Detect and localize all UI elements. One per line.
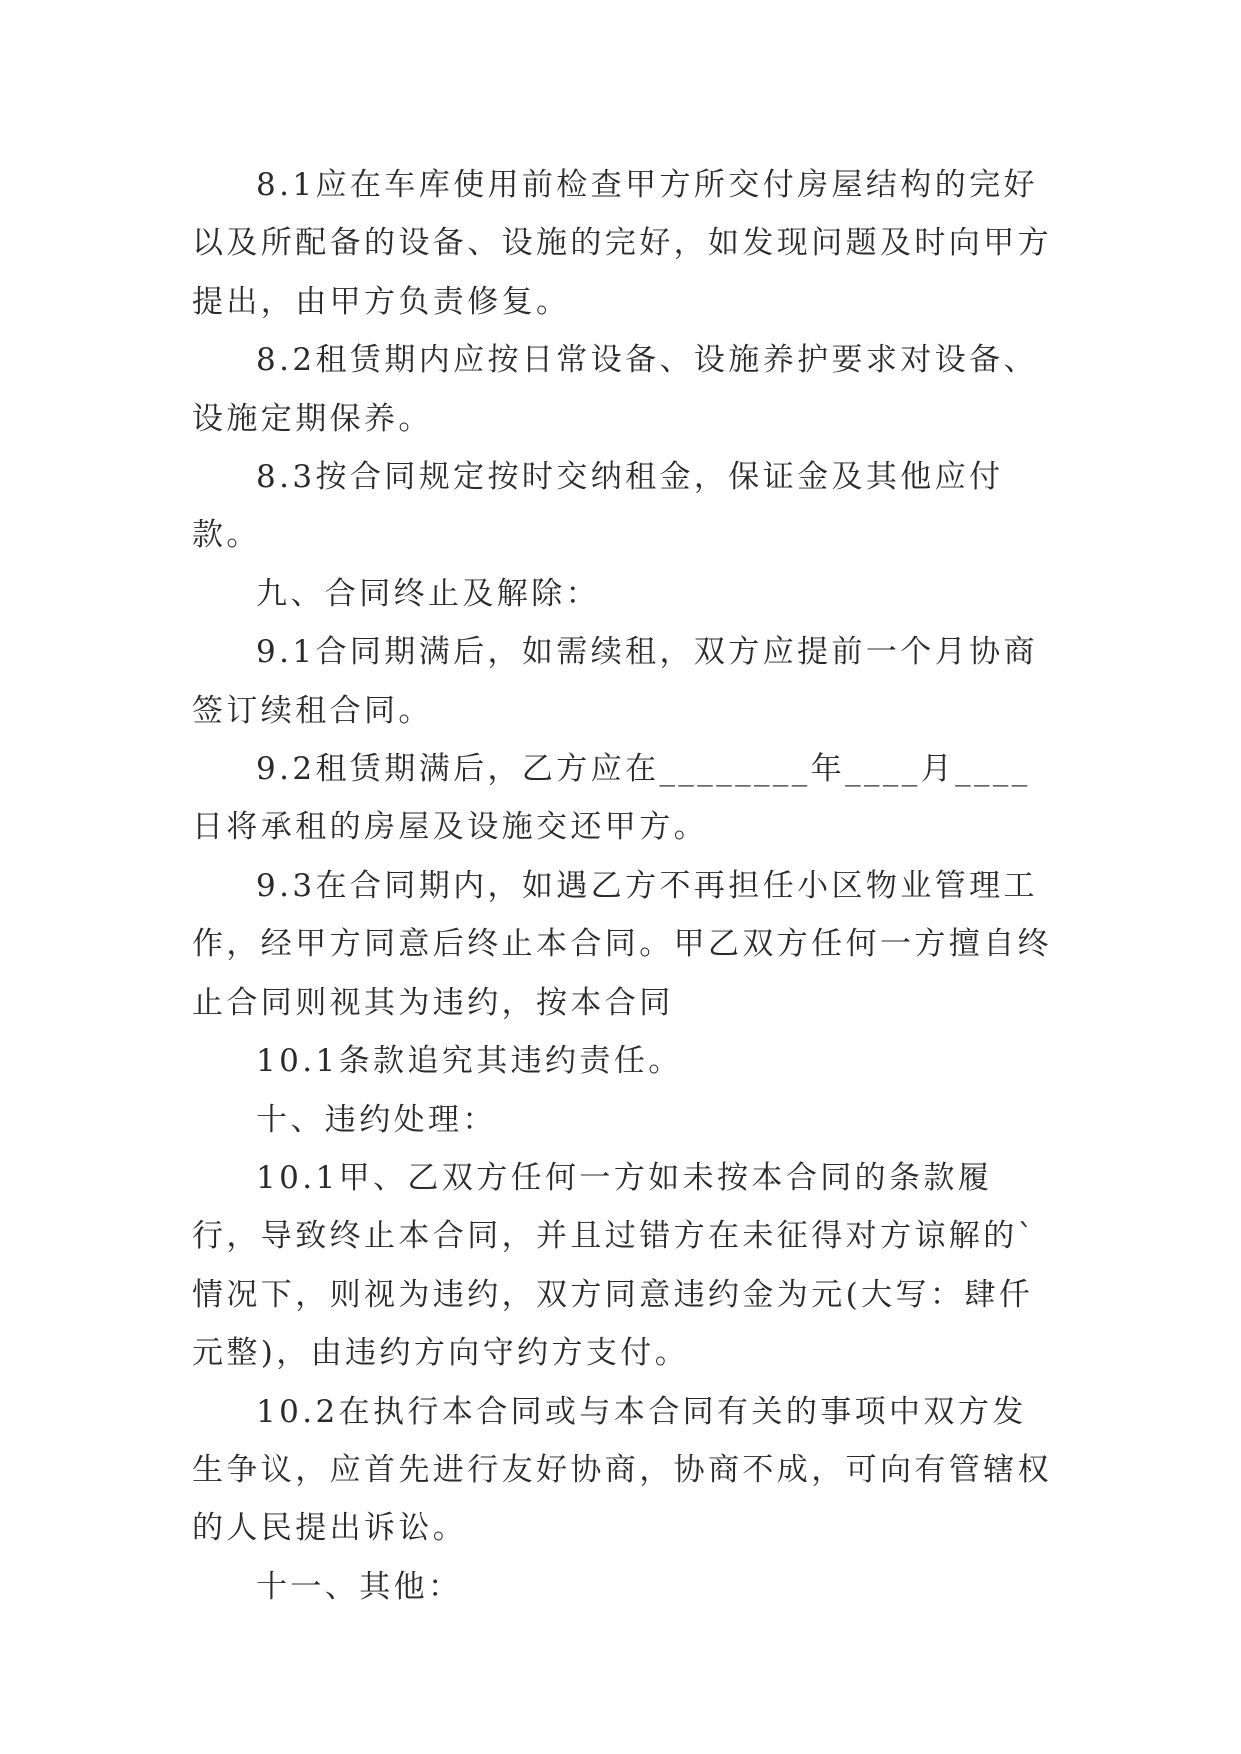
section-heading-11: 十一、其他： [256, 1568, 463, 1605]
section-heading-9: 九、合同终止及解除： [256, 575, 600, 612]
clause-10-2: 10.2在执行本合同或与本合同有关的事项中双方发生争议，应首先进行友好协商，协商不成，可向有管辖权的人民提出诉讼。 [192, 1393, 1052, 1547]
document-page [192, 156, 1052, 1616]
clause-9-2: 9.2租赁期满后，乙方应在________年____月____日将承租的房屋及设施交还甲方。 [192, 751, 1031, 846]
clause-8-3: 8.3按合同规定按时交纳租金，保证金及其他应付款。 [192, 459, 1004, 554]
section-heading-10: 十、违约处理： [256, 1101, 497, 1138]
clause-8-2: 8.2租赁期内应按日常设备、设施养护要求对设备、设施定期保养。 [192, 342, 1038, 437]
clause-8-1: 8.1应在车库使用前检查甲方所交付房屋结构的完好以及所配备的设备、设施的完好，如发现问题及时向甲方提出，由甲方负责修复。 [192, 167, 1052, 320]
clause-9-1: 9.1合同期满后，如需续租，双方应提前一个月协商签订续租合同。 [192, 634, 1038, 729]
clause-9-3: 9.3在合同期内，如遇乙方不再担任小区物业管理工作，经甲方同意后终止本合同。甲乙双方任何一方擅自终止合同则视其为违约，按本合同 [192, 867, 1052, 1021]
clause-10-1: 10.1甲、乙双方任何一方如未按本合同的条款履行，导致终止本合同，并且过错方在未征得对方谅解的`情况下，则视为违约，双方同意违约金为元(大写：肆仟元整)，由违约方向守约方支付。 [192, 1159, 1037, 1372]
clause-9-3-continued: 10.1条款追究其违约责任。 [256, 1043, 683, 1080]
